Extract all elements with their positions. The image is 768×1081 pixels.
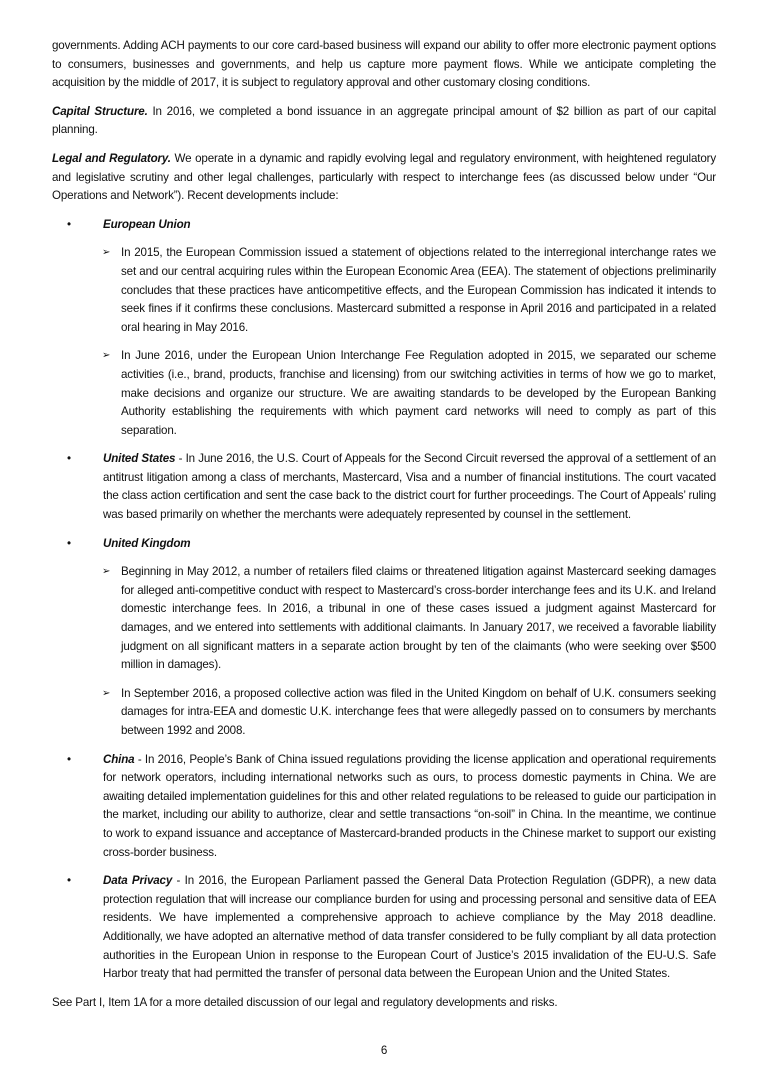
arrow-bullet-icon: ➢ (102, 687, 111, 699)
uk-item-text: Beginning in May 2012, a number of retailers filed claims or threatened litigation against Mastercard seeking damages for alleged anti-competitive conduct with respect to Mastercard’s cross-border interchange fees and its U.K. and Ireland domestic interchange fees. In 2016, a tribunal in one of these cases issued a judgment against Mastercard for damages, and we entered into settlements with additional claimants. In January 2017, we received a favorable liability judgment on all significant matters in a separate action brought by ten of the claimants (who were seeking over $500 million in damages). (121, 565, 716, 672)
china-title: China (103, 752, 135, 766)
eu-item (52, 244, 716, 337)
uk-title: United Kingdom (103, 536, 191, 550)
bullet-icon: • (67, 452, 71, 466)
eu-title: European Union (103, 217, 191, 231)
capital-text: In 2016, we completed a bond issuance in an aggregate principal amount of $2 billion as part of our capital planning. (52, 104, 716, 137)
paragraph-capital-structure (52, 103, 716, 140)
us-text: - In June 2016, the U.S. Court of Appeals for the Second Circuit reversed the approval of a settlement of an antitrust litigation among a class of merchants, Mastercard, Visa and a number of financial institutions. The court vacated the class action certification and sent the case back to the district court for further proceedings. The Court of Appeals’ ruling was based primarily on whether the merchants were adequately represented by counsel in the settlement. (103, 452, 717, 522)
paragraph-ach: governments. Adding ACH payments to our core card-based business will expand our ability to offer more electronic payment options to consumers, businesses and governments, and help us capture more payment flows. While we anticipate completing the acquisition by the middle of 2017, it is subject to regulatory approval and other customary closing conditions. (52, 39, 716, 90)
heading-uk (52, 535, 716, 554)
uk-item (52, 685, 716, 741)
eu-item-text: In June 2016, under the European Union Interchange Fee Regulation adopted in 2015, we separated our scheme activities (i.e., brand, products, franchise and licensing) from our switching activities in terms of how we go to market, make decisions and organize our structure. We are awaiting standards to be developed by the European Banking Authority establishing the requirements with which payment card networks will need to comply as part of this separation. (121, 349, 716, 437)
bullet-icon: • (67, 536, 71, 550)
paragraph-see-also: See Part I, Item 1A for a more detailed discussion of our legal and regulatory developments and risks. (52, 995, 558, 1009)
heading-legal: Legal and Regulatory. (52, 151, 171, 165)
bullet-icon: • (67, 217, 71, 231)
heading-eu (52, 216, 716, 235)
uk-item-text: In September 2016, a proposed collective action was filed in the United Kingdom on behalf of U.K. consumers seeking damages for intra-EEA and domestic U.K. interchange fees that were allegedly passed on to consumers by merchants between 1992 and 2008. (121, 686, 716, 737)
privacy-title: Data Privacy (103, 874, 173, 888)
arrow-bullet-icon: ➢ (102, 566, 111, 578)
arrow-bullet-icon: ➢ (102, 247, 111, 259)
paragraph-china (52, 751, 716, 863)
page-number: 6 (380, 1044, 388, 1058)
heading-capital-structure: Capital Structure. (52, 104, 148, 118)
china-text: - In 2016, People’s Bank of China issued regulations providing the license application and operational requirements for network operators, including international networks such as ours, to process domestic payments in China. We are awaiting detailed implementation guidelines for this and other related regulations to be released to guide our participation in the market, including our ability to authorize, clear and settle transactions “on-soil” in China. In the meantime, we continue to work to expand issuance and acceptance of Mastercard-branded products in the Chinese market to support our existing cross-border business. (103, 752, 716, 859)
paragraph-legal (52, 150, 716, 206)
bullet-icon: • (67, 752, 71, 766)
eu-item (52, 347, 716, 440)
bullet-icon: • (67, 874, 71, 888)
us-title: United States (103, 452, 176, 466)
paragraph-data-privacy (52, 872, 716, 984)
legal-text: We operate in a dynamic and rapidly evolving legal and regulatory environment, with heightened regulatory and legislative scrutiny and other legal challenges, particularly with respect to interchange fees (as discussed below under “Our Operations and Network”). Recent developments include: (52, 151, 716, 203)
uk-item (52, 563, 716, 675)
arrow-bullet-icon: ➢ (102, 350, 111, 362)
paragraph-us (52, 450, 716, 524)
privacy-text: - In 2016, the European Parliament passed the General Data Protection Regulation (GDPR), a new data protection regulation that will increase our compliance burden for using and processing personal and sensitive data of EEA residents. We have implemented a comprehensive approach to achieve compliance by the May 2018 deadline. Additionally, we have adopted an alternative method of data transfer considered to be fully compliant by all data protection authorities in the European Union in response to the European Court of Justice’s 2015 invalidation of the EU-U.S. Safe Harbor treaty that had permitted the transfer of personal data between the European Union and the United States. (103, 874, 716, 981)
eu-item-text: In 2015, the European Commission issued a statement of objections related to the interregional interchange rates we set and our central acquiring rules within the European Economic Area (EEA). The statement of objections preliminarily concludes that these practices have anticompetitive effects, and the European Commission has indicated it intends to seek fines if it confirms these conclusions. Mastercard submitted a response in April 2016 and participated in a related oral hearing in May 2016. (121, 246, 716, 334)
